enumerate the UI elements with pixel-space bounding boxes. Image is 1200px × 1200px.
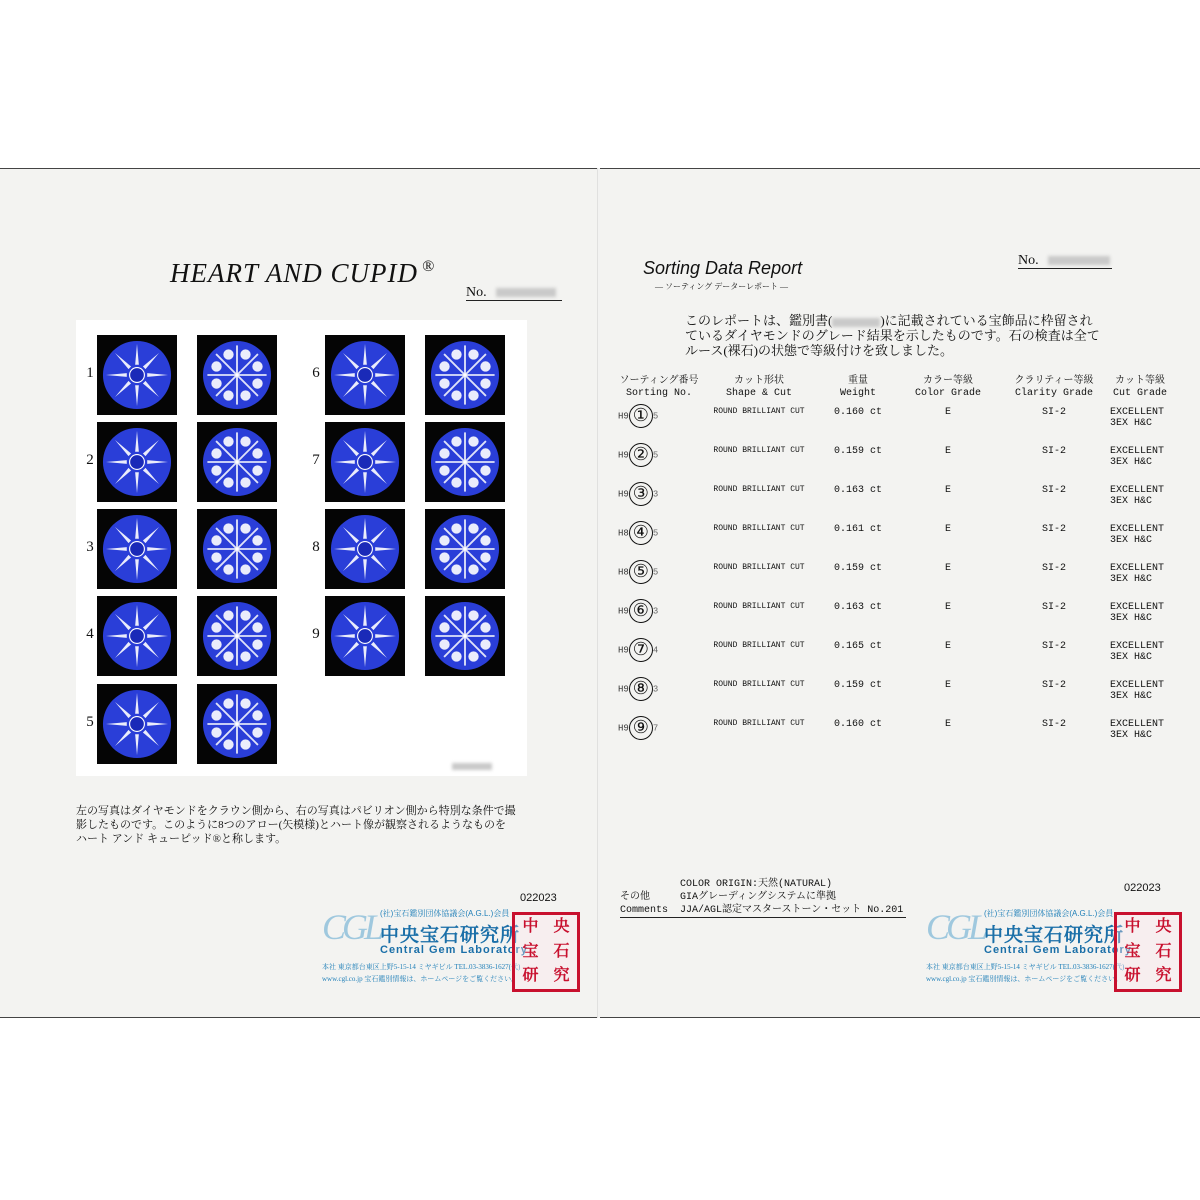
diamond-pavilion-photo [197,335,277,415]
color-grade-cell: E [944,719,951,730]
heart-and-cupid-title: HEART AND CUPID ® [170,258,436,288]
photo-panel-code [452,757,492,775]
table-row [618,521,1170,560]
weight-cell: 0.163 ct [833,602,882,613]
sorting-circle-number: ⑥ [629,599,653,623]
clarity-grade-cell: SI-2 [1041,641,1066,652]
cut-grade-cell: EXCELLENT [1110,563,1165,574]
lab-member-line: (社)宝石鑑別団体協議会(A.G.L.)会員 [380,909,510,918]
sorting-suffix: 5 [652,528,659,539]
cut-grade-detail: 3EX H&C [1110,574,1153,585]
weight-cell: 0.163 ct [833,485,882,496]
color-grade-cell: E [944,563,951,574]
cut-grade-cell: EXCELLENT [1110,446,1165,457]
cut-grade-cell: EXCELLENT [1110,641,1165,652]
cut-grade-detail: 3EX H&C [1110,496,1153,507]
lab-web: www.cgl.co.jp 宝石鑑別情報は、ホームページをご覧ください。 [926,975,1123,983]
sorting-report-title: Sorting Data Report [643,258,803,278]
cut-grade-cell: EXCELLENT [1110,602,1165,613]
sorting-suffix: 5 [652,411,659,422]
color-grade-cell: E [944,446,951,457]
cut-grade-detail: 3EX H&C [1110,457,1153,468]
sorting-prefix: H9 [618,684,629,695]
cut-grade-detail: 3EX H&C [1110,652,1153,663]
clarity-grade-cell: SI-2 [1041,524,1066,535]
lab-address: 本社 東京都台東区上野5-15-14 ミヤギビル TEL.03-3836-1627(代) [926,963,1125,971]
lab-web: www.cgl.co.jp 宝石鑑別情報は、ホームページをご覧ください。 [322,975,519,983]
sorting-prefix: H8 [618,567,629,578]
sorting-prefix: H9 [618,489,629,500]
lab-member-line: (社)宝石鑑別団体協議会(A.G.L.)会員 [984,909,1114,918]
sorting-circle-number: ① [629,404,653,428]
lab-address: 本社 東京都台東区上野5-15-14 ミヤギビル TEL.03-3836-1627(代) [322,963,521,971]
weight-cell: 0.160 ct [833,407,882,418]
shape-cut-cell: ROUND BRILLIANT CUT [713,524,805,533]
cut-grade-detail: 3EX H&C [1110,613,1153,624]
diamond-crown-photo [325,422,405,502]
cgl-mark-icon: CGL [926,907,985,947]
clarity-grade-cell: SI-2 [1041,719,1066,730]
shape-cut-cell: ROUND BRILLIANT CUT [713,446,805,455]
diamond-crown-photo [325,509,405,589]
sorting-circle-number: ⑨ [629,716,653,740]
diamond-crown-photo [97,422,177,502]
cut-grade-cell: EXCELLENT [1110,719,1165,730]
shape-cut-cell: ROUND BRILLIANT CUT [713,563,805,572]
weight-cell: 0.159 ct [833,563,882,574]
right-certificate-number: No. [1018,253,1110,269]
sorting-suffix: 5 [652,450,659,461]
shape-cut-cell: ROUND BRILLIANT CUT [713,680,805,689]
color-grade-cell: E [944,602,951,613]
sorting-suffix: 5 [652,567,659,578]
photo-number: 5 [86,714,94,730]
sorting-suffix: 3 [652,606,659,617]
clarity-grade-cell: SI-2 [1041,446,1066,457]
weight-cell: 0.165 ct [833,641,882,652]
diamond-pavilion-photo [197,684,277,764]
sorting-table [618,376,1170,755]
sorting-prefix: H9 [618,723,629,734]
sorting-circle-number: ④ [629,521,653,545]
cgl-mark-icon: CGL [322,907,381,947]
color-grade-cell: E [944,680,951,691]
clarity-grade-cell: SI-2 [1041,602,1066,613]
sorting-report-subtitle: ― ソーティング データーレポート ― [655,282,789,291]
cut-grade-detail: 3EX H&C [1110,691,1153,702]
diamond-pavilion-photo [197,596,277,676]
diamond-crown-photo [97,335,177,415]
hc-description: 左の写真はダイヤモンドをクラウン側から、右の写真はパビリオン側から特別な条件で撮影したものです。このように8つのアロー(矢模様)とハート像が観察されるようなものをハート アンド キューピッド®と称します。 [76,805,516,845]
diamond-crown-photo [97,509,177,589]
photo-number: 2 [86,452,94,468]
photo-number: 7 [312,452,320,468]
clarity-grade-cell: SI-2 [1041,407,1066,418]
report-intro: このレポートは、鑑別書( )に記載されている宝飾品に枠留され ているダイヤモンドのグレード結果を示したものです。石の検査は全て ルース(裸石)の状態で等級付けを致しました。 [685,313,1100,358]
photo-number: 9 [312,626,320,642]
comments-block: COLOR ORIGIN:天然(NATURAL) その他 GIAグレーディングシステムに準拠 Comments JJA/AGL認定マスターストーン・セット No.201 [620,878,903,917]
left-certificate-number: No. [466,285,556,301]
color-grade-cell: E [944,524,951,535]
cut-grade-detail: 3EX H&C [1110,730,1153,741]
sorting-table-header: ソーティング番号 Sorting No. カット形状 Shape & Cut 重量 Weight カラー等級 Color Grade クラリティー等級 Clarity Grade カット等級 Cut Grade [619,376,1167,399]
shape-cut-cell: ROUND BRILLIANT CUT [713,407,805,416]
table-row [618,482,1170,521]
photo-number: 8 [312,539,320,555]
sorting-circle-number: ⑧ [629,677,653,701]
sorting-suffix: 3 [652,684,659,695]
right-date: 022023 [1124,882,1161,894]
sorting-prefix: H9 [618,645,629,656]
sorting-prefix: H9 [618,450,629,461]
clarity-grade-cell: SI-2 [1041,485,1066,496]
cut-grade-detail: 3EX H&C [1110,418,1153,429]
weight-cell: 0.160 ct [833,719,882,730]
shape-cut-cell: ROUND BRILLIANT CUT [713,485,805,494]
weight-cell: 0.161 ct [833,524,882,535]
lab-name-jp: 中央宝石研究所 [380,925,521,946]
cut-grade-cell: EXCELLENT [1110,680,1165,691]
diamond-pavilion-photo [425,509,505,589]
color-grade-cell: E [944,641,951,652]
sorting-suffix: 4 [652,645,659,656]
diamond-crown-photo [325,335,405,415]
weight-cell: 0.159 ct [833,446,882,457]
cut-grade-cell: EXCELLENT [1110,524,1165,535]
lab-name-en: Central Gem Laboratory [984,944,1132,956]
diamond-crown-photo [325,596,405,676]
weight-cell: 0.159 ct [833,680,882,691]
sorting-prefix: H9 [618,606,629,617]
diamond-pavilion-photo [425,596,505,676]
photo-number: 1 [86,365,94,381]
left-date: 022023 [520,892,557,904]
photo-number: 3 [86,539,94,555]
sorting-prefix: H9 [618,411,629,422]
table-row [618,404,1170,443]
diamond-crown-photo [97,596,177,676]
color-grade-cell: E [944,407,951,418]
photo-number: 6 [312,365,320,381]
sorting-suffix: 3 [652,489,659,500]
lab-name-jp: 中央宝石研究所 [984,925,1125,946]
cut-grade-detail: 3EX H&C [1110,535,1153,546]
diamond-pavilion-photo [425,335,505,415]
sorting-circle-number: ③ [629,482,653,506]
cut-grade-cell: EXCELLENT [1110,485,1165,496]
sorting-suffix: 7 [652,723,659,734]
lab-seal: 中 央 宝 石 研 究 [1114,912,1182,992]
photo-number: 4 [86,626,94,642]
cut-grade-cell: EXCELLENT [1110,407,1165,418]
sorting-prefix: H8 [618,528,629,539]
color-grade-cell: E [944,485,951,496]
lab-seal: 中 央 宝 石 研 究 [512,912,580,992]
table-row [618,443,1170,482]
diamond-crown-photo [97,684,177,764]
shape-cut-cell: ROUND BRILLIANT CUT [713,719,805,728]
table-row [618,560,1170,599]
shape-cut-cell: ROUND BRILLIANT CUT [713,602,805,611]
lab-name-en: Central Gem Laboratory [380,944,528,956]
clarity-grade-cell: SI-2 [1041,680,1066,691]
table-row [618,677,1170,716]
diamond-pavilion-photo [197,422,277,502]
sorting-circle-number: ⑦ [629,638,653,662]
table-row [618,638,1170,677]
diamond-pavilion-photo [425,422,505,502]
clarity-grade-cell: SI-2 [1041,563,1066,574]
shape-cut-cell: ROUND BRILLIANT CUT [713,641,805,650]
sorting-circle-number: ⑤ [629,560,653,584]
table-row [618,716,1170,755]
diamond-pavilion-photo [197,509,277,589]
table-row [618,599,1170,638]
sorting-circle-number: ② [629,443,653,467]
